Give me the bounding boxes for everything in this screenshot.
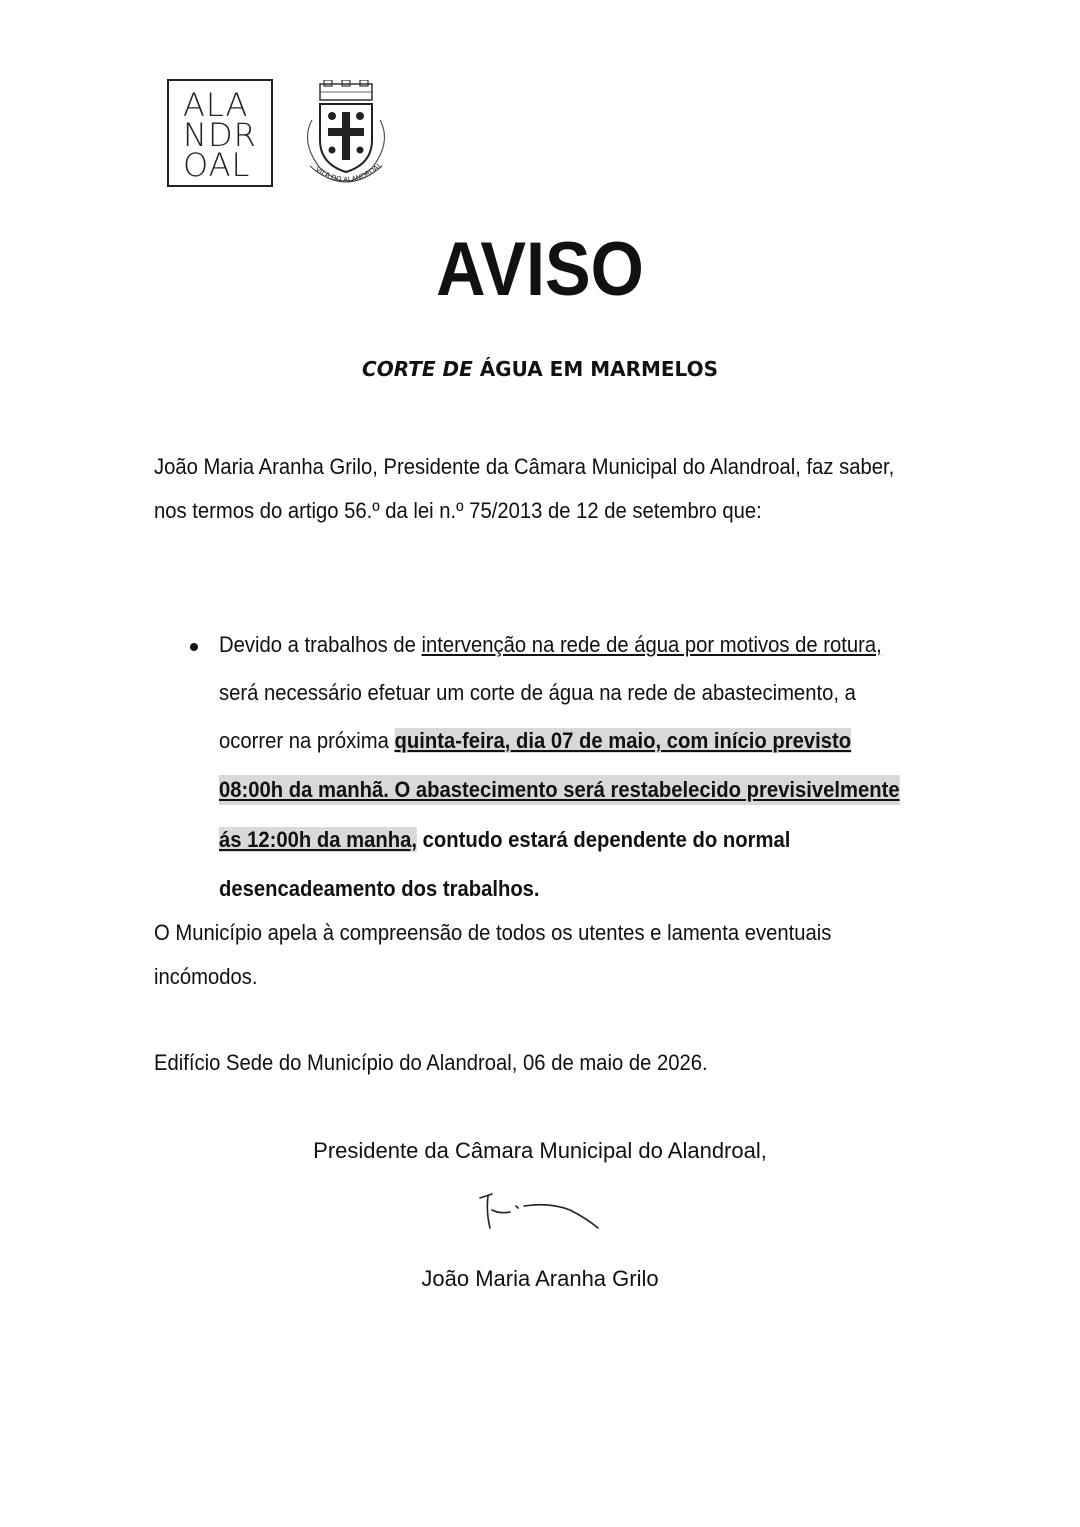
municipal-crest-icon bbox=[290, 80, 402, 192]
intro-line-1-text: João Maria Aranha Grilo, Presidente da Câmara Municipal do Alandroal, faz saber, bbox=[154, 454, 895, 479]
intro-line-2: nos termos do artigo 56.º da lei n.º 75/2013 de 12 de setembro que: bbox=[154, 498, 762, 523]
bullet-line-3 bbox=[219, 726, 851, 756]
bullet-line-4: 08:00h da manhã. O abastecimento será restabelecido previsivelmente bbox=[219, 775, 900, 805]
handwritten-signature bbox=[470, 1188, 610, 1238]
intro-line-1 bbox=[154, 452, 925, 482]
bullet-line-1-b: intervenção na rede de água por motivos de rotura, bbox=[421, 632, 882, 657]
bullet-line-3-a: ocorrer na próxima bbox=[219, 728, 389, 753]
logo-line-1: ALA bbox=[183, 86, 249, 124]
svg-text:VILA DO ALANDROAL bbox=[314, 161, 384, 184]
subtitle-italic: CORTE DE bbox=[362, 357, 473, 381]
subtitle bbox=[0, 356, 1080, 382]
bullet-icon bbox=[190, 643, 198, 651]
closing-line-2: incómodos. bbox=[154, 964, 258, 989]
bullet-line-3-c: , dia 07 de maio, com início previsto bbox=[504, 728, 852, 753]
bullet-line-2 bbox=[219, 678, 926, 708]
logo-line-2: NDR bbox=[183, 116, 257, 154]
subtitle-main: ÁGUA EM MARMELOS bbox=[479, 357, 718, 381]
bullet-line-5 bbox=[219, 825, 790, 855]
bullet-line-5-b: contudo estará dependente do normal bbox=[422, 827, 791, 852]
bullet-line-1 bbox=[219, 630, 927, 660]
date-line: Edifício Sede do Município do Alandroal, 06 de maio de 2026. bbox=[154, 1050, 708, 1075]
bullet-line-2-text: será necessário efetuar um corte de água na rede de abastecimento, a bbox=[219, 680, 856, 705]
signature-name: João Maria Aranha Grilo bbox=[421, 1266, 659, 1291]
bullet-line-1-a: Devido a trabalhos de bbox=[219, 632, 416, 657]
page-title: AVISO bbox=[436, 227, 644, 312]
alandroal-logo bbox=[167, 79, 273, 187]
bullet-line-6: desencadeamento dos trabalhos. bbox=[219, 876, 540, 901]
crest-caption: VILA DO ALANDROAL bbox=[313, 161, 384, 185]
bullet-line-5-a: ás 12:00h da manha, bbox=[219, 827, 418, 852]
closing-line-1: O Município apela à compreensão de todos os utentes e lamenta eventuais bbox=[154, 920, 832, 945]
logo-line-3: OAL bbox=[183, 146, 251, 184]
signature-role: Presidente da Câmara Municipal do Alandroal, bbox=[313, 1138, 767, 1163]
bullet-line-3-b: quinta-feira bbox=[394, 728, 505, 753]
